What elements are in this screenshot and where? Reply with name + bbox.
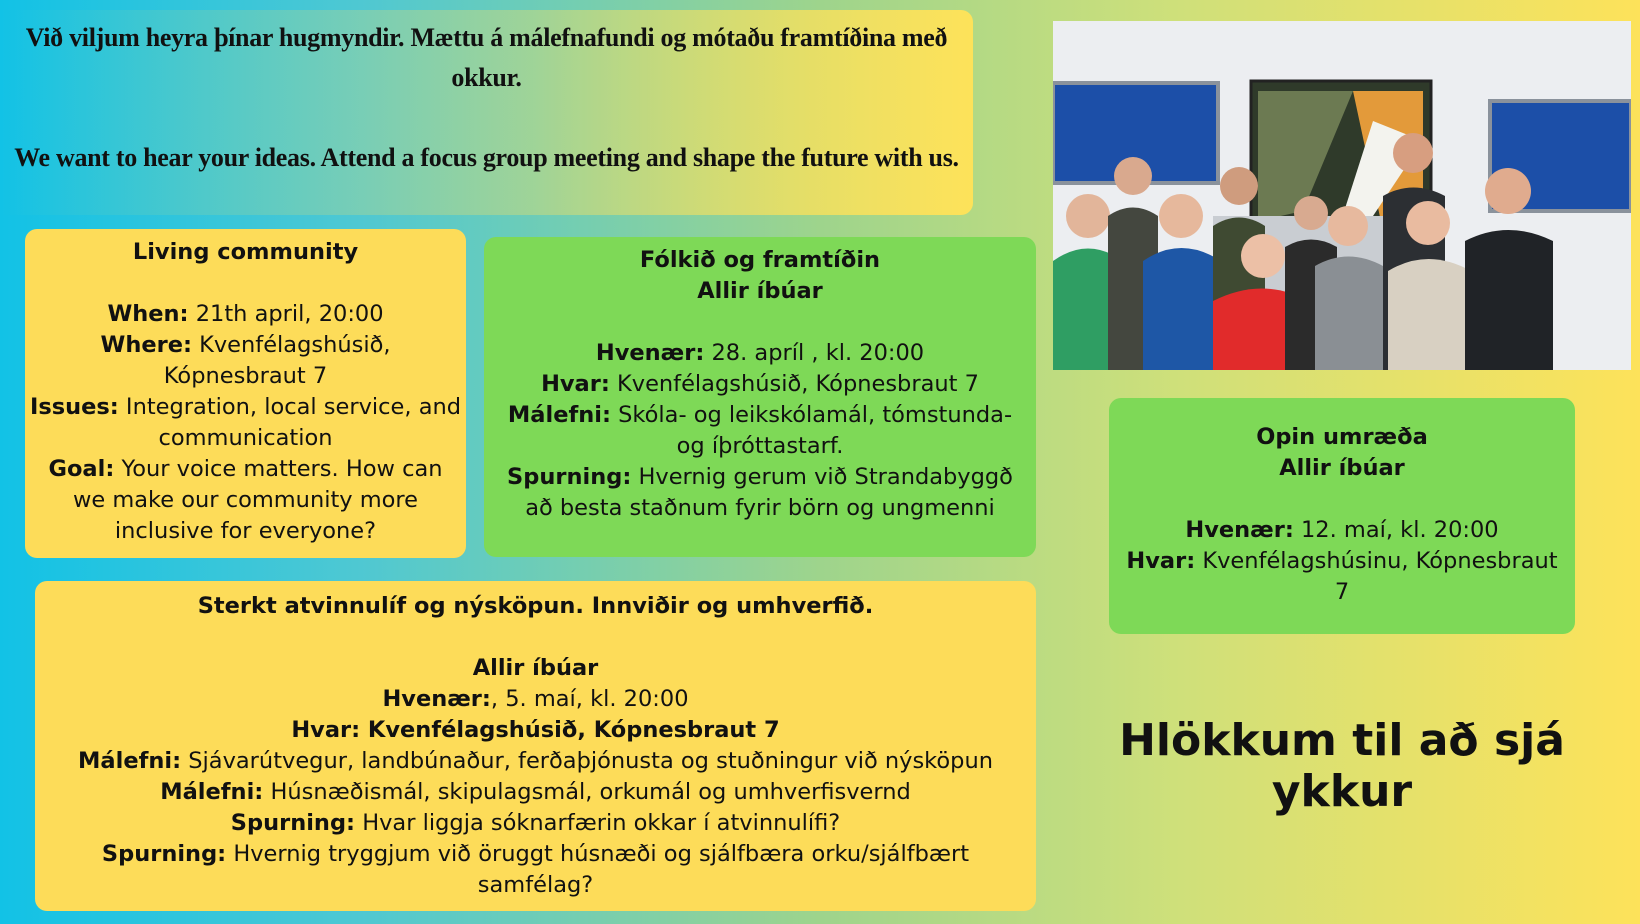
event-question-2: Spurning: Hvernig tryggjum við öruggt húsnæði og sjálfbæra orku/sjálfbært samfélag? — [101, 841, 970, 898]
event-card-opin-umraeda — [1109, 398, 1575, 634]
event-title: Fólkið og framtíðin — [639, 247, 881, 273]
event-goal: Goal: Your voice matters. How can we make our community more inclusive for everyone? — [48, 456, 443, 544]
event-card-sterkt-atvinnulif — [35, 581, 1036, 911]
event-where: Where: Kvenfélagshúsið, Kópnesbraut 7 — [100, 332, 391, 389]
event-card-folkid-og-framtidin — [484, 237, 1036, 557]
event-when: Hvenær:, 5. maí, kl. 20:00 — [382, 686, 689, 712]
closing-message: Hlökkum til að sjá ykkur — [1119, 715, 1565, 817]
event-audience: Allir íbúar — [1279, 455, 1405, 481]
event-when: Hvenær: 12. maí, kl. 20:00 — [1185, 517, 1499, 543]
event-topic: Málefni: Skóla- og leikskólamál, tómstunda- og íþróttastarf. — [507, 402, 1013, 459]
event-where: Hvar: Kvenfélagshúsið, Kópnesbraut 7 — [541, 371, 979, 397]
header-icelandic-line2: okkur. — [451, 63, 522, 92]
event-where: Hvar: Kvenfélagshúsinu, Kópnesbraut 7 — [1126, 548, 1558, 605]
event-topic-1: Málefni: Sjávarútvegur, landbúnaður, ferðaþjónusta og stuðningur við nýsköpun — [78, 748, 993, 774]
group-photo — [1053, 21, 1631, 370]
event-issues: Issues: Integration, local service, and communication — [29, 394, 462, 451]
event-title: Sterkt atvinnulíf og nýsköpun. Innviðir og umhverfið. — [197, 593, 874, 619]
event-audience: Allir íbúar — [697, 278, 823, 304]
event-when: Hvenær: 28. apríl , kl. 20:00 — [595, 340, 925, 366]
header-banner — [0, 10, 973, 215]
event-question: Spurning: Hvernig gerum við Strandabyggð að besta staðnum fyrir börn og ungmenni — [507, 464, 1013, 521]
header-english-line: We want to hear your ideas. Attend a focus group meeting and shape the future with us. — [14, 143, 959, 172]
event-card-living-community — [25, 229, 466, 558]
event-topic-2: Málefni: Húsnæðismál, skipulagsmál, orkumál og umhverfisvernd — [160, 779, 911, 805]
event-audience: Allir íbúar — [472, 655, 599, 681]
event-when: When: 21th april, 20:00 — [107, 301, 384, 327]
event-title: Opin umræða — [1256, 424, 1428, 450]
header-icelandic-line1: Við viljum heyra þínar hugmyndir. Mættu á málefnafundi og mótaðu framtíðina með — [25, 23, 948, 52]
event-where: Hvar: Kvenfélagshúsið, Kópnesbraut 7 — [291, 717, 780, 743]
event-question-1: Spurning: Hvar liggja sóknarfærin okkar í atvinnulífi? — [230, 810, 841, 836]
event-title: Living community — [132, 239, 359, 265]
